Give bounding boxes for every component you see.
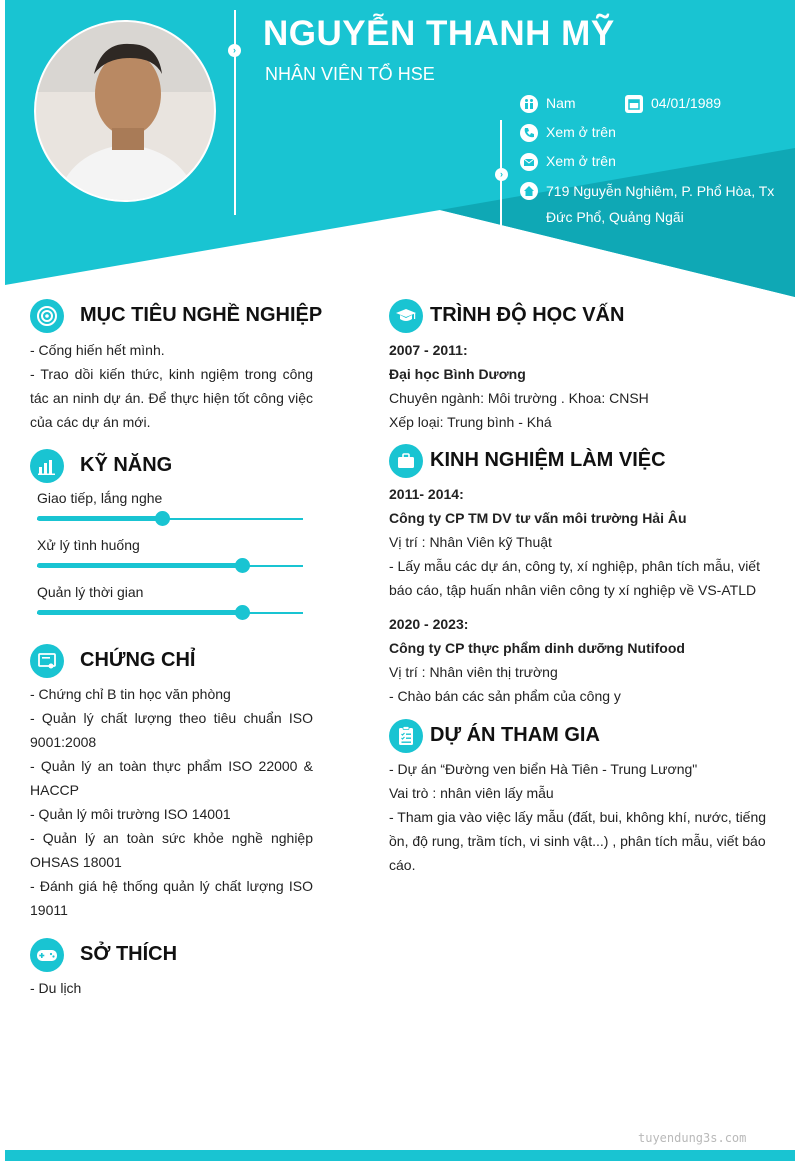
email-icon bbox=[520, 153, 538, 171]
job-company: Công ty CP thực phẩm dinh dưỡng Nutifood bbox=[389, 640, 685, 656]
skill-fill bbox=[37, 563, 242, 568]
gamepad-icon bbox=[30, 938, 64, 972]
hobby-item: - Du lịch bbox=[30, 980, 82, 996]
chart-icon bbox=[30, 449, 64, 483]
project-description: - Tham gia vào việc lấy mẫu (đất, bui, không khí, nước, tiếng ồn, độ rung, trầm tích, vi sinh vật...) , phân tích mẫu, viết báo cáo. bbox=[389, 809, 767, 873]
certificates-title: CHỨNG CHỈ bbox=[80, 649, 196, 671]
phone-value: Xem ở trên bbox=[546, 124, 616, 140]
job-description: - Chào bán các sản phẩm của công y bbox=[389, 688, 621, 704]
gender-info bbox=[520, 95, 576, 113]
address-value: 719 Nguyễn Nghiêm, P. Phổ Hòa, Tx Đức Phổ, Quảng Ngãi bbox=[546, 183, 775, 225]
job-period: 2011- 2014: bbox=[389, 486, 464, 502]
objective-line: - Cống hiến hết mình. bbox=[30, 342, 165, 358]
phone-info bbox=[520, 124, 616, 142]
skill-knob bbox=[155, 511, 170, 526]
footer-bar bbox=[5, 1150, 795, 1161]
education-period: 2007 - 2011: bbox=[389, 342, 468, 358]
job-role: Vị trí : Nhân Viên kỹ Thuật bbox=[389, 534, 552, 550]
target-icon bbox=[30, 299, 64, 333]
job-period: 2020 - 2023: bbox=[389, 616, 469, 632]
certificate-item: - Đánh giá hệ thống quản lý chất lượng ISO 19011 bbox=[30, 878, 313, 918]
job-description: - Lấy mẫu các dự án, công ty, xí nghiệp, phân tích mẫu, viết báo cáo, tập huấn nhân viên công ty xí nghiệp về VS-ATLD bbox=[389, 558, 760, 598]
hobbies-title: SỞ THÍCH bbox=[80, 943, 178, 965]
certificate-icon bbox=[30, 644, 64, 678]
objective-line: - Trao dồi kiến thức, kinh ngiệm trong công tác an ninh dự án. Để thực hiện tốt công việc của các dự án mới. bbox=[30, 366, 313, 430]
home-icon bbox=[520, 182, 538, 200]
candidate-position: NHÂN VIÊN TỔ HSE bbox=[265, 64, 435, 84]
job-company: Công ty CP TM DV tư vấn môi trường Hải Âu bbox=[389, 510, 687, 526]
gender-icon bbox=[520, 95, 538, 113]
job-role: Vị trí : Nhân viên thị trường bbox=[389, 664, 558, 680]
experience-title: KINH NGHIỆM LÀM VIỆC bbox=[430, 449, 666, 471]
briefcase-icon bbox=[389, 444, 423, 478]
certificate-item: - Quản lý an toàn sức khỏe nghề nghiệp OHSAS 18001 bbox=[30, 830, 313, 870]
gender-value: Nam bbox=[546, 95, 576, 111]
birthday-value: 04/01/1989 bbox=[651, 95, 722, 111]
skills-title: KỸ NĂNG bbox=[80, 454, 173, 476]
project-role: Vai trò : nhân viên lấy mẫu bbox=[389, 785, 554, 801]
certificate-item: - Quản lý chất lượng theo tiêu chuẩn ISO 9001:2008 bbox=[30, 710, 313, 750]
project-name: - Dự án “Đường ven biển Hà Tiên - Trung Lương" bbox=[389, 761, 698, 777]
certificate-item: - Chứng chỉ B tin học văn phòng bbox=[30, 686, 231, 702]
skill-label: Giao tiếp, lắng nghe bbox=[37, 490, 163, 506]
skill-fill bbox=[37, 516, 162, 521]
phone-icon bbox=[520, 124, 538, 142]
skill-label: Xử lý tình huống bbox=[37, 537, 140, 553]
education-school: Đại học Bình Dương bbox=[389, 366, 526, 382]
timeline-line bbox=[234, 10, 236, 215]
certificate-item: - Quản lý an toàn thực phẩm ISO 22000 & HACCP bbox=[30, 758, 313, 798]
birthday-info bbox=[625, 95, 721, 113]
graduation-cap-icon bbox=[389, 299, 423, 333]
projects-title: DỰ ÁN THAM GIA bbox=[430, 724, 600, 746]
education-title: TRÌNH ĐỘ HỌC VẤN bbox=[430, 304, 625, 326]
candidate-name: NGUYỄN THANH MỸ bbox=[263, 14, 615, 53]
skill-fill bbox=[37, 610, 242, 615]
timeline-dot: › bbox=[228, 44, 241, 57]
profile-photo bbox=[36, 22, 216, 202]
skill-knob bbox=[235, 558, 250, 573]
checklist-icon bbox=[389, 719, 423, 753]
skill-label: Quản lý thời gian bbox=[37, 584, 144, 600]
education-major: Chuyên ngành: Môi trường . Khoa: CNSH bbox=[389, 390, 649, 406]
address-info bbox=[520, 182, 778, 230]
certificate-item: - Quản lý môi trường ISO 14001 bbox=[30, 806, 231, 822]
watermark: tuyendung3s.com bbox=[638, 1131, 747, 1145]
education-rank: Xếp loại: Trung bình - Khá bbox=[389, 414, 552, 430]
avatar bbox=[34, 20, 216, 202]
contact-dot: › bbox=[495, 168, 508, 181]
objective-title: MỤC TIÊU NGHỀ NGHIỆP bbox=[80, 304, 323, 326]
email-info bbox=[520, 153, 616, 171]
email-value: Xem ở trên bbox=[546, 153, 616, 169]
skill-knob bbox=[235, 605, 250, 620]
calendar-icon bbox=[625, 95, 643, 113]
